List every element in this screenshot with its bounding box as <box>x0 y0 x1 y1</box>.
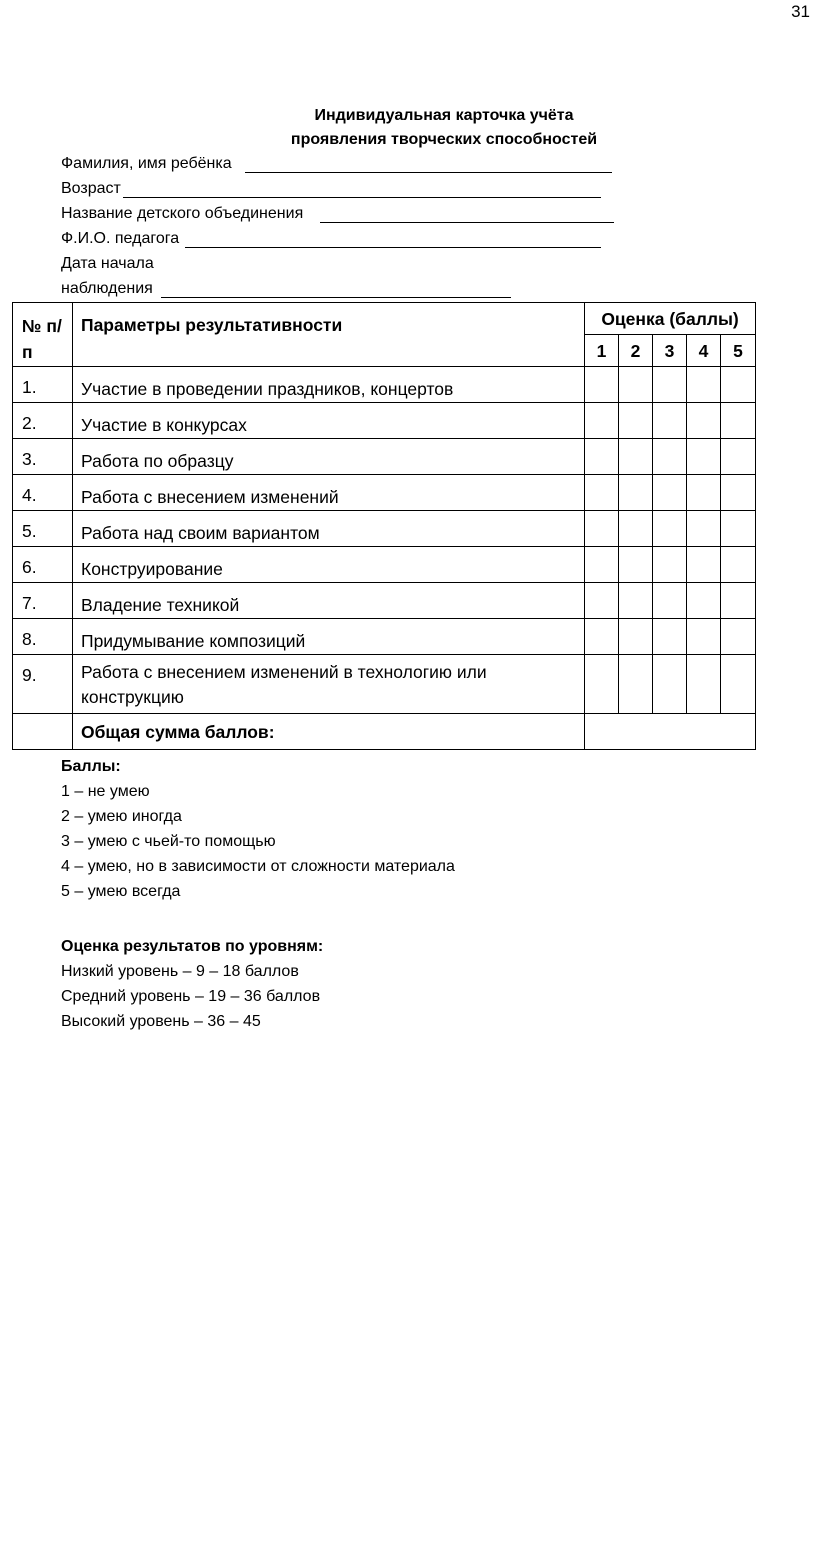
grade-cell[interactable] <box>585 367 619 403</box>
table-row <box>13 403 756 439</box>
table-row <box>13 655 756 714</box>
grade-cell[interactable] <box>619 403 653 439</box>
child-name-line[interactable] <box>245 172 612 173</box>
start-date-label-1: Дата начала <box>61 255 154 272</box>
row-num: 9. <box>13 655 73 714</box>
row-param: Работа с внесением изменений в технологию или конструкцию <box>73 655 585 714</box>
grade-cell[interactable] <box>619 511 653 547</box>
start-date-label-2: наблюдения <box>61 280 153 297</box>
score-item: 5 – умею всегда <box>61 883 181 900</box>
table-row <box>13 619 756 655</box>
child-name-label: Фамилия, имя ребёнка <box>61 155 232 172</box>
row-num: 6. <box>13 547 73 583</box>
grade-column-5: 5 <box>721 335 756 367</box>
grade-cell[interactable] <box>619 439 653 475</box>
grade-cell[interactable] <box>721 403 756 439</box>
age-label: Возраст <box>61 180 121 197</box>
grade-cell[interactable] <box>721 439 756 475</box>
table-row <box>13 511 756 547</box>
grade-cell[interactable] <box>687 511 721 547</box>
row-param: Работа с внесением изменений <box>73 475 585 511</box>
grade-cell[interactable] <box>687 655 721 714</box>
grade-cell[interactable] <box>687 439 721 475</box>
row-num: 1. <box>13 367 73 403</box>
grade-cell[interactable] <box>619 367 653 403</box>
grade-cell[interactable] <box>585 403 619 439</box>
grade-cell[interactable] <box>687 583 721 619</box>
grade-cell[interactable] <box>653 655 687 714</box>
row-param: Участие в проведении праздников, концертов <box>73 367 585 403</box>
document-title <box>0 104 816 152</box>
grade-cell[interactable] <box>653 367 687 403</box>
level-item: Высокий уровень – 36 – 45 <box>61 1013 261 1030</box>
start-date-line[interactable] <box>161 297 511 298</box>
grade-cell[interactable] <box>619 655 653 714</box>
level-item: Низкий уровень – 9 – 18 баллов <box>61 963 299 980</box>
table-row <box>13 475 756 511</box>
grade-cell[interactable] <box>721 475 756 511</box>
grade-cell[interactable] <box>585 619 619 655</box>
grade-cell[interactable] <box>619 547 653 583</box>
table-row <box>13 547 756 583</box>
total-value-cell[interactable] <box>585 714 756 750</box>
grade-cell[interactable] <box>619 619 653 655</box>
association-label: Название детского объединения <box>61 205 304 222</box>
grade-cell[interactable] <box>619 475 653 511</box>
teacher-line[interactable] <box>185 247 601 248</box>
row-param: Работа по образцу <box>73 439 585 475</box>
row-num: 5. <box>13 511 73 547</box>
grade-cell[interactable] <box>687 547 721 583</box>
grade-cell[interactable] <box>687 403 721 439</box>
grade-cell[interactable] <box>687 619 721 655</box>
total-row <box>13 714 756 750</box>
row-num: 8. <box>13 619 73 655</box>
grade-cell[interactable] <box>653 403 687 439</box>
levels-heading: Оценка результатов по уровням: <box>61 938 324 955</box>
grade-cell[interactable] <box>653 583 687 619</box>
table-row <box>13 583 756 619</box>
score-item: 3 – умею с чьей-то помощью <box>61 833 276 850</box>
grade-cell[interactable] <box>721 511 756 547</box>
row-num: 7. <box>13 583 73 619</box>
grade-cell[interactable] <box>585 547 619 583</box>
level-item: Средний уровень – 19 – 36 баллов <box>61 988 321 1005</box>
header-params: Параметры результативности <box>73 303 585 367</box>
grade-cell[interactable] <box>585 475 619 511</box>
row-num: 3. <box>13 439 73 475</box>
scores-heading: Баллы: <box>61 758 121 775</box>
grade-cell[interactable] <box>653 475 687 511</box>
age-line[interactable] <box>123 197 601 198</box>
scores-legend <box>61 754 455 904</box>
score-item: 2 – умею иногда <box>61 808 182 825</box>
table-row <box>13 439 756 475</box>
row-param: Работа над своим вариантом <box>73 511 585 547</box>
row-param: Участие в конкурсах <box>73 403 585 439</box>
grade-cell[interactable] <box>585 583 619 619</box>
row-param: Владение техникой <box>73 583 585 619</box>
teacher-label: Ф.И.О. педагога <box>61 230 180 247</box>
grade-cell[interactable] <box>585 511 619 547</box>
grade-column-2: 2 <box>619 335 653 367</box>
grade-column-1: 1 <box>585 335 619 367</box>
score-item: 4 – умею, но в зависимости от сложности материала <box>61 858 455 875</box>
grade-cell[interactable] <box>721 547 756 583</box>
grade-cell[interactable] <box>653 511 687 547</box>
grade-cell[interactable] <box>619 583 653 619</box>
grade-cell[interactable] <box>653 439 687 475</box>
title-line-1: Индивидуальная карточка учёта <box>314 107 574 124</box>
row-param: Конструирование <box>73 547 585 583</box>
row-num: 4. <box>13 475 73 511</box>
score-item: 1 – не умею <box>61 783 150 800</box>
row-param: Придумывание композиций <box>73 619 585 655</box>
levels-legend <box>61 934 323 1034</box>
page-number: 31 <box>791 2 810 21</box>
grade-cell[interactable] <box>687 367 721 403</box>
grade-cell[interactable] <box>653 619 687 655</box>
header-grade: Оценка (баллы) <box>585 303 756 335</box>
grade-column-4: 4 <box>687 335 721 367</box>
grade-cell[interactable] <box>721 655 756 714</box>
title-line-2: проявления творческих способностей <box>290 131 598 148</box>
table-row <box>13 367 756 403</box>
grade-column-3: 3 <box>653 335 687 367</box>
grade-cell[interactable] <box>721 583 756 619</box>
total-label: Общая сумма баллов: <box>73 714 585 750</box>
association-line[interactable] <box>320 222 614 223</box>
grade-cell[interactable] <box>653 547 687 583</box>
grade-cell[interactable] <box>721 619 756 655</box>
header-num: № п/п <box>13 303 73 367</box>
row-num: 2. <box>13 403 73 439</box>
grade-cell[interactable] <box>721 367 756 403</box>
grade-cell[interactable] <box>585 439 619 475</box>
grade-cell[interactable] <box>585 655 619 714</box>
total-num-cell <box>13 714 73 750</box>
results-table <box>12 302 756 750</box>
grade-cell[interactable] <box>687 475 721 511</box>
